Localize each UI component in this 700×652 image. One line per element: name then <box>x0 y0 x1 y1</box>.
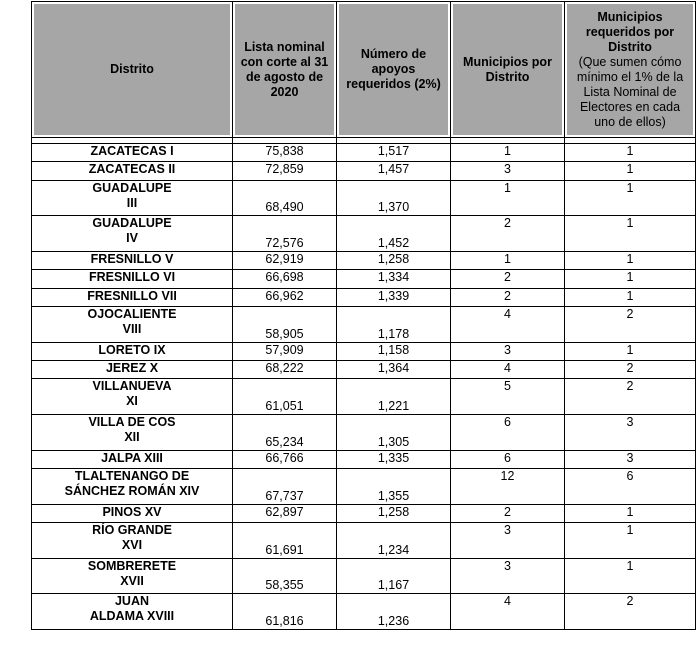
cell-lista-nominal: 61,051 <box>233 379 337 415</box>
cell-distrito <box>32 450 233 468</box>
distrito-name: TLALTENANGO DE <box>74 468 190 483</box>
cell-distrito <box>32 216 233 252</box>
cell-lista-nominal: 67,737 <box>233 468 337 504</box>
distrito-name: OJOCALIENTE <box>87 306 177 321</box>
cell-apoyos: 1,334 <box>337 270 451 288</box>
table-row <box>32 504 696 522</box>
table-row <box>32 468 696 504</box>
cell-distrito <box>32 342 233 360</box>
cell-municipios: 2 <box>451 216 565 252</box>
table-row <box>32 522 696 558</box>
cell-distrito <box>32 379 233 415</box>
distrito-name: GUADALUPE <box>92 216 172 231</box>
cell-requeridos: 1 <box>565 144 696 162</box>
cell-requeridos: 1 <box>565 270 696 288</box>
cell-apoyos: 1,457 <box>337 162 451 180</box>
cell-lista-nominal: 61,691 <box>233 522 337 558</box>
cell-requeridos: 1 <box>565 288 696 306</box>
cell-municipios: 3 <box>451 162 565 180</box>
cell-apoyos: 1,452 <box>337 216 451 252</box>
cell-municipios: 4 <box>451 360 565 378</box>
cell-municipios: 4 <box>451 594 565 630</box>
header-municipios: Municipios por Distrito <box>451 2 565 138</box>
cell-municipios: 5 <box>451 379 565 415</box>
distrito-name: PINOS XV <box>102 504 162 519</box>
cell-requeridos: 1 <box>565 342 696 360</box>
cell-requeridos: 2 <box>565 379 696 415</box>
header-apoyos: Número de apoyos requeridos (2%) <box>337 2 451 138</box>
cell-municipios: 2 <box>451 288 565 306</box>
distrito-number: XVI <box>121 537 143 552</box>
cell-lista-nominal: 72,859 <box>233 162 337 180</box>
cell-distrito <box>32 162 233 180</box>
header-distrito: Distrito <box>32 2 233 138</box>
cell-apoyos: 1,234 <box>337 522 451 558</box>
cell-distrito <box>32 522 233 558</box>
cell-lista-nominal: 66,962 <box>233 288 337 306</box>
cell-distrito <box>32 360 233 378</box>
distrito-name: FRESNILLO VII <box>87 288 177 303</box>
cell-lista-nominal: 61,816 <box>233 594 337 630</box>
cell-municipios: 2 <box>451 270 565 288</box>
distrito-name: JALPA XIII <box>101 450 163 465</box>
cell-lista-nominal: 62,919 <box>233 251 337 269</box>
distrito-name: ZACATECAS II <box>88 162 176 177</box>
cell-lista-nominal: 57,909 <box>233 342 337 360</box>
table-row <box>32 450 696 468</box>
table-row <box>32 360 696 378</box>
table-row <box>32 216 696 252</box>
cell-apoyos: 1,355 <box>337 468 451 504</box>
cell-distrito <box>32 144 233 162</box>
cell-apoyos: 1,339 <box>337 288 451 306</box>
cell-requeridos: 2 <box>565 360 696 378</box>
cell-apoyos: 1,236 <box>337 594 451 630</box>
cell-requeridos: 1 <box>565 162 696 180</box>
cell-requeridos: 2 <box>565 594 696 630</box>
cell-lista-nominal: 68,490 <box>233 180 337 216</box>
table-row <box>32 594 696 630</box>
table-row <box>32 379 696 415</box>
cell-apoyos: 1,335 <box>337 450 451 468</box>
cell-municipios: 3 <box>451 522 565 558</box>
table-row <box>32 306 696 342</box>
distrito-name: GUADALUPE <box>92 180 172 195</box>
cell-distrito <box>32 414 233 450</box>
table-row <box>32 180 696 216</box>
table-row <box>32 288 696 306</box>
distrito-name: VILLA DE COS <box>88 414 176 429</box>
table-row <box>32 270 696 288</box>
cell-apoyos: 1,517 <box>337 144 451 162</box>
cell-municipios: 1 <box>451 251 565 269</box>
cell-distrito <box>32 251 233 269</box>
cell-municipios: 6 <box>451 414 565 450</box>
cell-requeridos: 3 <box>565 450 696 468</box>
distrito-number: XII <box>124 429 140 444</box>
table-row <box>32 558 696 594</box>
cell-lista-nominal: 65,234 <box>233 414 337 450</box>
distrito-name: RÍO GRANDE <box>92 522 172 537</box>
table-row <box>32 251 696 269</box>
distrito-number: VIII <box>122 321 142 336</box>
cell-lista-nominal: 58,905 <box>233 306 337 342</box>
cell-requeridos: 1 <box>565 216 696 252</box>
distrito-number: XVII <box>120 573 144 588</box>
cell-apoyos: 1,364 <box>337 360 451 378</box>
cell-requeridos: 1 <box>565 251 696 269</box>
cell-apoyos: 1,305 <box>337 414 451 450</box>
cell-requeridos: 1 <box>565 558 696 594</box>
distrito-name: SOMBRERETE <box>87 558 177 573</box>
cell-requeridos: 1 <box>565 522 696 558</box>
cell-requeridos: 3 <box>565 414 696 450</box>
table-row <box>32 144 696 162</box>
cell-municipios: 6 <box>451 450 565 468</box>
header-lista-nominal: Lista nominal con corte al 31 de agosto de 2020 <box>233 2 337 138</box>
cell-municipios: 12 <box>451 468 565 504</box>
cell-municipios: 1 <box>451 180 565 216</box>
cell-lista-nominal: 72,576 <box>233 216 337 252</box>
distrito-name: VILLANUEVA <box>92 379 172 394</box>
cell-distrito <box>32 288 233 306</box>
cell-municipios: 2 <box>451 504 565 522</box>
cell-lista-nominal: 58,355 <box>233 558 337 594</box>
distrito-name: FRESNILLO VI <box>88 270 176 285</box>
cell-lista-nominal: 66,766 <box>233 450 337 468</box>
table-row <box>32 162 696 180</box>
distrito-name: FRESNILLO V <box>90 251 174 266</box>
cell-requeridos: 1 <box>565 504 696 522</box>
cell-requeridos: 1 <box>565 180 696 216</box>
districts-table <box>31 1 696 630</box>
cell-lista-nominal: 66,698 <box>233 270 337 288</box>
cell-apoyos: 1,221 <box>337 379 451 415</box>
cell-distrito <box>32 306 233 342</box>
cell-distrito <box>32 468 233 504</box>
distrito-name: JUAN <box>114 594 150 609</box>
table-row <box>32 414 696 450</box>
table-row <box>32 342 696 360</box>
cell-apoyos: 1,158 <box>337 342 451 360</box>
cell-municipios: 3 <box>451 342 565 360</box>
distrito-name: JEREZ X <box>105 360 159 375</box>
distrito-number: SÁNCHEZ ROMÁN XIV <box>64 483 200 498</box>
cell-distrito <box>32 558 233 594</box>
distrito-number: IV <box>126 231 138 246</box>
cell-lista-nominal: 62,897 <box>233 504 337 522</box>
table-body <box>32 144 696 630</box>
distrito-number: III <box>126 195 138 210</box>
cell-distrito <box>32 594 233 630</box>
cell-requeridos: 6 <box>565 468 696 504</box>
cell-apoyos: 1,258 <box>337 251 451 269</box>
header-municipios-requeridos: Municipios requeridos por Distrito (Que sumen cómo mínimo el 1% de la Lista Nominal de Electores en cada uno de ellos) <box>565 2 696 138</box>
cell-apoyos: 1,370 <box>337 180 451 216</box>
cell-lista-nominal: 68,222 <box>233 360 337 378</box>
cell-apoyos: 1,178 <box>337 306 451 342</box>
cell-requeridos: 2 <box>565 306 696 342</box>
distrito-number: ALDAMA XVIII <box>89 609 175 624</box>
cell-lista-nominal: 75,838 <box>233 144 337 162</box>
cell-municipios: 3 <box>451 558 565 594</box>
distrito-name: ZACATECAS I <box>90 144 174 158</box>
cell-distrito <box>32 270 233 288</box>
table-header <box>32 2 696 144</box>
distrito-number: XI <box>126 394 138 409</box>
cell-distrito <box>32 504 233 522</box>
cell-apoyos: 1,258 <box>337 504 451 522</box>
cell-municipios: 4 <box>451 306 565 342</box>
cell-apoyos: 1,167 <box>337 558 451 594</box>
distrito-name: LORETO IX <box>98 342 166 357</box>
cell-municipios: 1 <box>451 144 565 162</box>
cell-distrito <box>32 180 233 216</box>
